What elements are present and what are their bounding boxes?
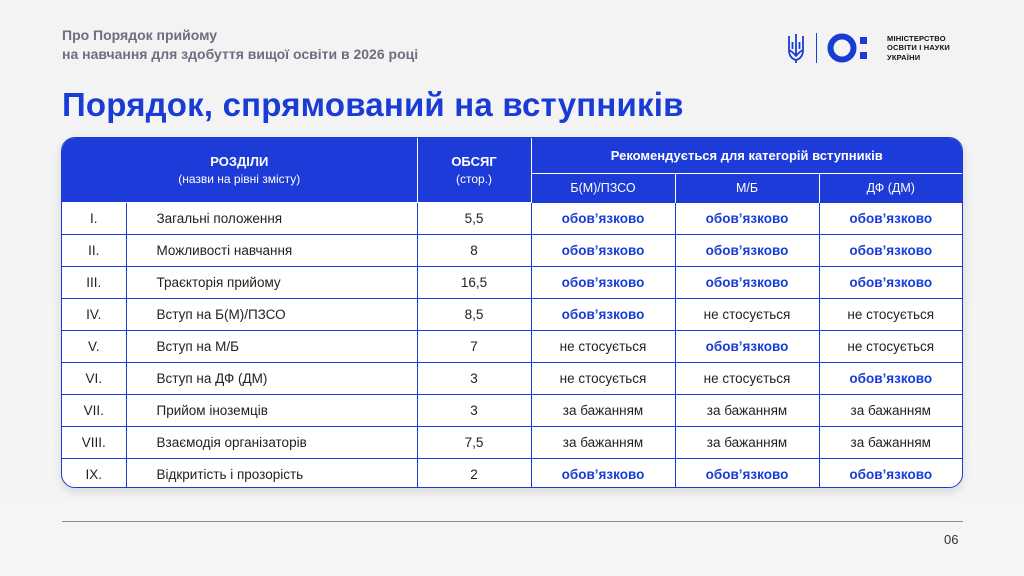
row-category-value: обов’язково xyxy=(675,331,819,363)
row-category-value: обов’язково xyxy=(675,235,819,267)
table-row xyxy=(62,395,962,427)
row-number: VII. xyxy=(62,395,126,427)
slide-title: Порядок, спрямований на вступників xyxy=(62,86,684,123)
row-category-value: обов’язково xyxy=(531,299,675,331)
header-category-bm-pzso: Б(М)/ПЗСО xyxy=(531,174,675,203)
row-category-value: за бажанням xyxy=(675,395,819,427)
row-category-value: за бажанням xyxy=(819,427,962,459)
header-sections xyxy=(62,138,417,203)
row-category-value: за бажанням xyxy=(819,395,962,427)
row-section-name: Взаємодія організаторів xyxy=(126,427,417,459)
row-category-value: обов’язково xyxy=(819,235,962,267)
footer-divider xyxy=(62,521,963,522)
row-category-value: обов’язково xyxy=(675,267,819,299)
row-category-value: за бажанням xyxy=(531,395,675,427)
row-section-name: Загальні положення xyxy=(126,203,417,235)
row-section-name: Траєкторія прийому xyxy=(126,267,417,299)
row-category-value: не стосується xyxy=(819,299,962,331)
row-volume: 5,5 xyxy=(417,203,531,235)
row-number: IV. xyxy=(62,299,126,331)
header-category-mb: М/Б xyxy=(675,174,819,203)
table-row xyxy=(62,299,962,331)
row-category-value: за бажанням xyxy=(531,427,675,459)
row-number: II. xyxy=(62,235,126,267)
row-category-value: обов’язково xyxy=(819,203,962,235)
header-volume-sublabel: (стор.) xyxy=(455,172,493,186)
table-row xyxy=(62,203,962,235)
row-section-name: Можливості навчання xyxy=(126,235,417,267)
row-number: V. xyxy=(62,331,126,363)
row-category-value: не стосується xyxy=(675,299,819,331)
mon-logo-mark-icon xyxy=(827,32,883,64)
row-number: VIII. xyxy=(62,427,126,459)
header-volume-label: ОБСЯГ xyxy=(451,154,497,169)
row-number: I. xyxy=(62,203,126,235)
sections-table xyxy=(61,137,963,488)
row-category-value: обов’язково xyxy=(675,459,819,489)
logo-text-line-3: УКРАЇНИ xyxy=(887,52,921,62)
subtitle-line-1: Про Порядок прийому xyxy=(62,27,218,43)
row-number: VI. xyxy=(62,363,126,395)
logo-divider xyxy=(816,33,817,63)
row-category-value: не стосується xyxy=(531,331,675,363)
row-section-name: Вступ на ДФ (ДМ) xyxy=(126,363,417,395)
row-category-value: обов’язково xyxy=(531,459,675,489)
ministry-logo xyxy=(786,28,950,68)
subtitle-line-2: на навчання для здобуття вищої освіти в 2026 році xyxy=(62,46,419,62)
row-volume: 7,5 xyxy=(417,427,531,459)
row-volume: 3 xyxy=(417,395,531,427)
presentation-subtitle xyxy=(62,26,418,64)
row-category-value: обов’язково xyxy=(675,203,819,235)
row-category-value: обов’язково xyxy=(531,203,675,235)
row-category-value: обов’язково xyxy=(819,363,962,395)
logo-text-line-1: МІНІСТЕРСТВО xyxy=(887,33,946,43)
header-sections-sublabel: (назви на рівні змісту) xyxy=(178,172,301,186)
row-category-value: обов’язково xyxy=(531,235,675,267)
row-category-value: обов’язково xyxy=(531,267,675,299)
header-sections-label: РОЗДІЛИ xyxy=(210,154,269,169)
row-section-name: Вступ на Б(М)/ПЗСО xyxy=(126,299,417,331)
header-volume xyxy=(417,138,531,203)
row-category-value: за бажанням xyxy=(675,427,819,459)
ukraine-trident-icon xyxy=(786,32,806,64)
row-category-value: не стосується xyxy=(819,331,962,363)
table-row xyxy=(62,331,962,363)
table-row xyxy=(62,235,962,267)
row-volume: 16,5 xyxy=(417,267,531,299)
table-row xyxy=(62,427,962,459)
header-recommend: Рекомендується для категорій вступників xyxy=(531,138,962,174)
row-volume: 2 xyxy=(417,459,531,489)
row-category-value: не стосується xyxy=(675,363,819,395)
row-number: III. xyxy=(62,267,126,299)
row-volume: 8,5 xyxy=(417,299,531,331)
row-volume: 3 xyxy=(417,363,531,395)
row-volume: 7 xyxy=(417,331,531,363)
table-row xyxy=(62,267,962,299)
row-volume: 8 xyxy=(417,235,531,267)
logo-text-line-2: ОСВІТИ І НАУКИ xyxy=(887,43,950,53)
header-category-df-dm: ДФ (ДМ) xyxy=(819,174,962,203)
row-category-value: обов’язково xyxy=(819,267,962,299)
table-row xyxy=(62,459,962,489)
table-row xyxy=(62,363,962,395)
page-number: 06 xyxy=(944,532,959,547)
logo-text xyxy=(887,34,950,63)
row-section-name: Вступ на М/Б xyxy=(126,331,417,363)
row-category-value: обов’язково xyxy=(819,459,962,489)
row-category-value: не стосується xyxy=(531,363,675,395)
row-number: IX. xyxy=(62,459,126,489)
row-section-name: Відкритість і прозорість xyxy=(126,459,417,489)
row-section-name: Прийом іноземців xyxy=(126,395,417,427)
